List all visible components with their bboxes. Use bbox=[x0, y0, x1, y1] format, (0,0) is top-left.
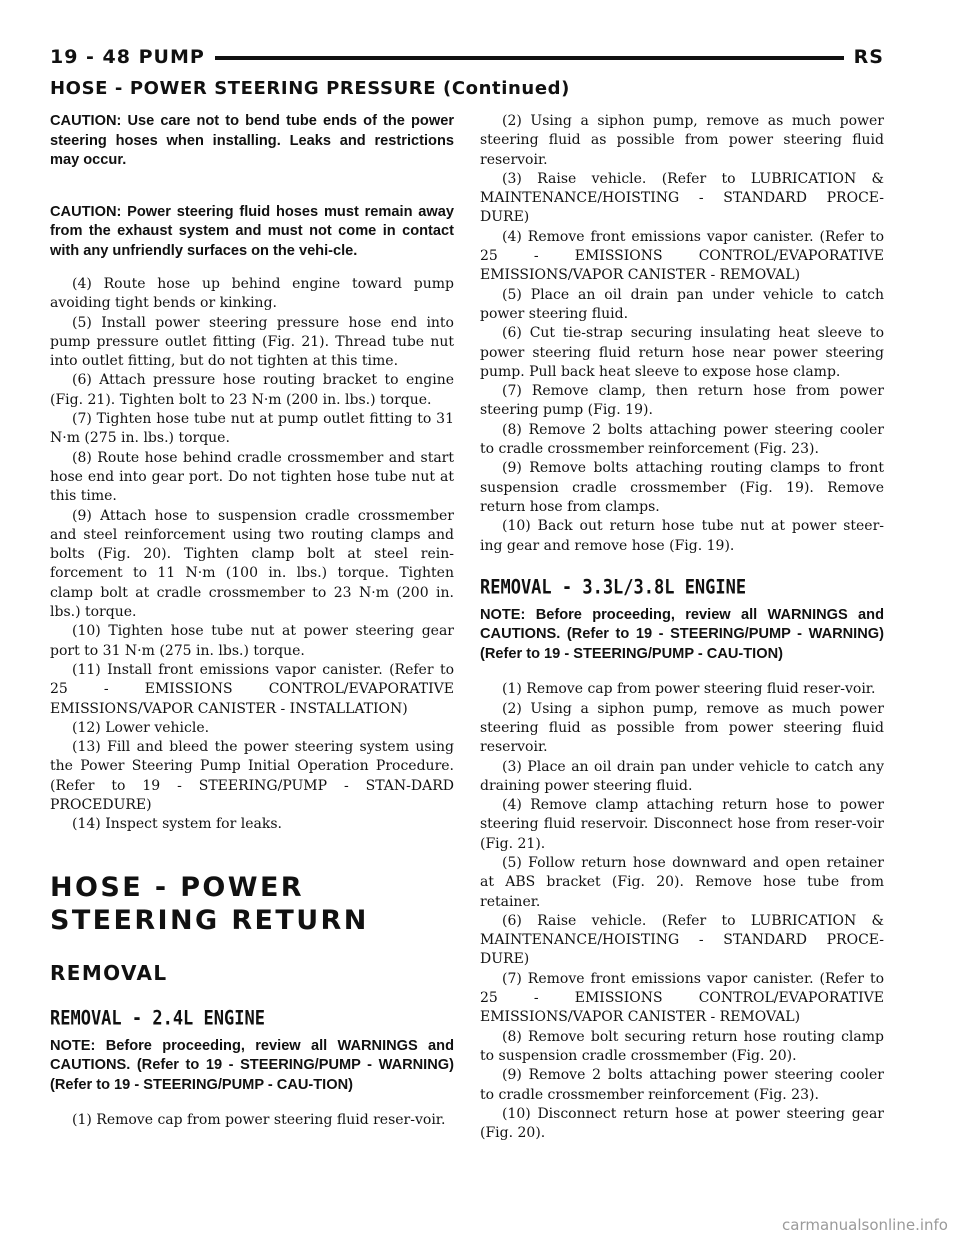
watermark-link[interactable]: carmanualsonline.info bbox=[782, 1216, 948, 1234]
step-item: (5) Place an oil drain pan under vehicle to catch power steering fluid. bbox=[480, 286, 884, 322]
step-item: (13) Fill and bleed the power steering system using the Power Steering Pump Initial Operation Procedure. (Refer to 19 - STEERING/PUMP - STAN-DARD PROCEDURE) bbox=[50, 739, 454, 814]
section-title-return-hose: HOSE - POWER STEERING RETURN bbox=[50, 871, 369, 936]
step-item: (7) Tighten hose tube nut at pump outlet fitting to 31 N·m (275 in. lbs.) torque. bbox=[50, 411, 454, 447]
step-item: (6) Attach pressure hose routing bracket to engine (Fig. 21). Tighten bolt to 23 N·m (200 in. lbs.) torque. bbox=[50, 372, 454, 408]
note-warnings: NOTE: Before proceeding, review all WARNINGS and CAUTIONS. (Refer to 19 - STEERING/PUMP - WARNING)(Refer to 19 - STEERING/PUMP - CAU-TION) bbox=[50, 1037, 454, 1093]
step-item: (4) Remove front emissions vapor canister. (Refer to 25 - EMISSIONS CONTROL/EVAPORATIVE EMISSIONS/VAPOR CANISTER - REMOVAL) bbox=[480, 228, 884, 284]
right-column bbox=[480, 112, 884, 1143]
step-item: (2) Using a siphon pump, remove as much power steering fluid as possible from power steering fluid reservoir. bbox=[480, 113, 884, 168]
removal-steps-3-3l bbox=[480, 680, 884, 1143]
removal-title: REMOVAL bbox=[50, 960, 168, 985]
step-item: (6) Raise vehicle. (Refer to LUBRICATION & MAINTENANCE/HOISTING - STANDARD PROCE-DURE) bbox=[480, 912, 884, 968]
step-item: (2) Using a siphon pump, remove as much power steering fluid as possible from power steering fluid reservoir. bbox=[480, 700, 884, 756]
left-column bbox=[50, 112, 454, 1130]
step-item: (9) Attach hose to suspension cradle crossmember and steel reinforcement using two routing clamps and bolts (Fig. 20). Tighten clamp bolt at steel rein-forcement to 11 N·m (100 in. lbs.) torque. Tighten clamp bolt at cradle crossmember to 23 N·m (200 in. lbs.) torque. bbox=[50, 507, 454, 621]
subtitle-2-4l: REMOVAL - 2.4L ENGINE bbox=[50, 1006, 265, 1030]
step-item: (7) Remove clamp, then return hose from power steering pump (Fig. 19). bbox=[480, 383, 884, 419]
step-item: (6) Cut tie-strap securing insulating heat sleeve to power steering fluid return hose near power steering pump. Pull back heat sleeve to expose hose clamp. bbox=[480, 325, 884, 380]
removal-steps-2-4l bbox=[480, 112, 884, 556]
step-item: (4) Route hose up behind engine toward pump avoiding tight bends or kinking. bbox=[50, 276, 454, 312]
install-steps bbox=[50, 275, 454, 835]
step-item: (5) Follow return hose downward and open retainer at ABS bracket (Fig. 20). Remove hose tube from retainer. bbox=[480, 855, 884, 910]
step-item: (1) Remove cap from power steering fluid reser-voir. bbox=[502, 681, 876, 698]
step-item: (10) Tighten hose tube nut at power steering gear port to 31 N·m (275 in. lbs.) torque. bbox=[50, 623, 454, 659]
continued-title: HOSE - POWER STEERING PRESSURE (Continued) bbox=[50, 78, 570, 99]
step-item: (8) Route hose behind cradle crossmember and start hose end into gear port. Do not tighten hose tube nut at this time. bbox=[50, 449, 454, 505]
step-item: (3) Raise vehicle. (Refer to LUBRICATION & MAINTENANCE/HOISTING - STANDARD PROCE-DURE) bbox=[480, 170, 884, 226]
step-item: (12) Lower vehicle. bbox=[72, 719, 210, 736]
step-item: (8) Remove 2 bolts attaching power steering cooler to cradle crossmember reinforcement (Fig. 23). bbox=[480, 421, 884, 458]
step-item: (4) Remove clamp attaching return hose to power steering fluid reservoir. Disconnect hose from reser-voir (Fig. 21). bbox=[480, 797, 884, 852]
step-item: (7) Remove front emissions vapor canister. (Refer to 25 - EMISSIONS CONTROL/EVAPORATIVE EMISSIONS/VAPOR CANISTER - REMOVAL) bbox=[480, 970, 884, 1026]
step-item: (14) Inspect system for leaks. bbox=[72, 816, 282, 833]
page-header bbox=[50, 44, 884, 74]
page-number-section: 19 - 48 PUMP bbox=[50, 46, 215, 68]
step-item: (5) Install power steering pressure hose end into pump pressure outlet fitting (Fig. 21). Thread tube nut into outlet fitting, but do not tighten at this time. bbox=[50, 314, 454, 370]
step-item: (10) Back out return hose tube nut at power steer-ing gear and remove hose (Fig. 19). bbox=[480, 518, 884, 554]
step-item: (9) Remove bolts attaching routing clamps to front suspension cradle crossmember (Fig. 19). Remove return hose from clamps. bbox=[480, 460, 884, 515]
section-code: RS bbox=[844, 46, 884, 68]
caution-exhaust: CAUTION: Power steering fluid hoses must remain away from the exhaust system and must not come in contact with any unfriendly surfaces on the vehi-cle. bbox=[50, 203, 454, 259]
subtitle-3-3l-3-8l: REMOVAL - 3.3L/3.8L ENGINE bbox=[480, 575, 747, 599]
step-item: (10) Disconnect return hose at power steering gear (Fig. 20). bbox=[480, 1105, 884, 1142]
step-item: (1) Remove cap from power steering fluid reser-voir. bbox=[72, 1112, 446, 1129]
step-item: (9) Remove 2 bolts attaching power steering cooler to cradle crossmember reinforcement (Fig. 23). bbox=[480, 1067, 884, 1103]
note-warnings: NOTE: Before proceeding, review all WARNINGS and CAUTIONS. (Refer to 19 - STEERING/PUMP - WARNING)(Refer to 19 - STEERING/PUMP - CAU-TION) bbox=[480, 606, 884, 662]
step-item: (8) Remove bolt securing return hose routing clamp to suspension cradle crossmember (Fig. 20). bbox=[480, 1028, 884, 1064]
step-item: (3) Place an oil drain pan under vehicle to catch any draining power steering fluid. bbox=[480, 758, 884, 794]
step-item: (11) Install front emissions vapor canister. (Refer to 25 - EMISSIONS CONTROL/EVAPORATIVE EMISSIONS/VAPOR CANISTER - INSTALLATION) bbox=[50, 661, 454, 717]
caution-bend-tube: CAUTION: Use care not to bend tube ends of the power steering hoses when installing. Leaks and restrictions may occur. bbox=[50, 113, 454, 168]
